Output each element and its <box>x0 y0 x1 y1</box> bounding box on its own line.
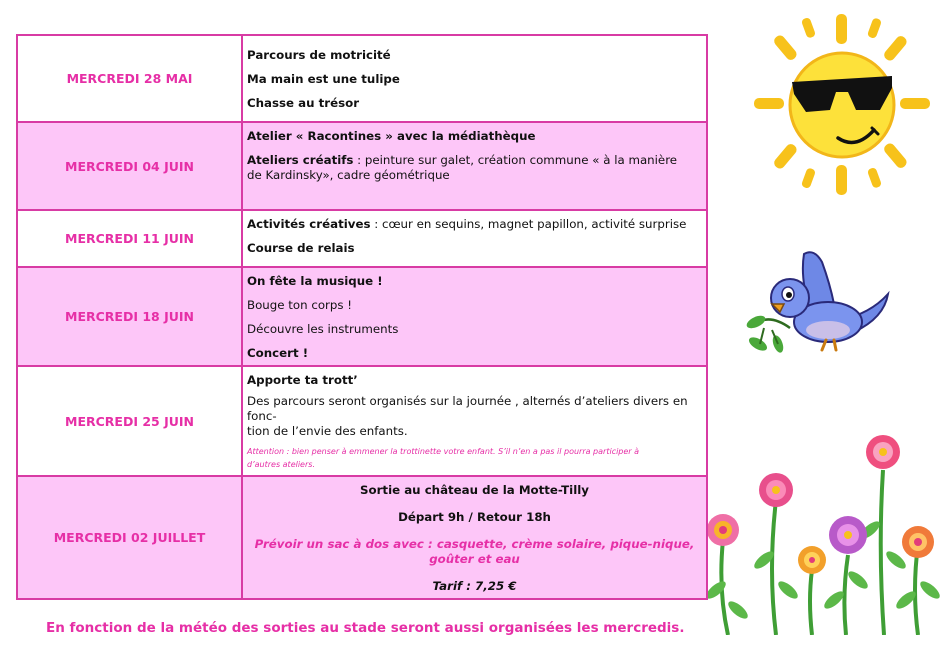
activity-line: On fête la musique ! <box>247 274 383 288</box>
activity-line: Sortie au château de la Motte-Tilly <box>360 483 589 497</box>
sun-icon <box>752 10 932 195</box>
row-date: MERCREDI 25 JUIN <box>17 366 242 476</box>
activity-line: Apporte ta trott’ <box>247 373 358 387</box>
flowers-icon <box>708 430 948 635</box>
table-row <box>17 267 707 366</box>
table-row <box>17 122 707 210</box>
note-line: Attention : bien penser à emmener la trottinette votre enfant. S’il n’en a pas il pourra participer à <box>247 447 640 456</box>
activity-line: Parcours de motricité <box>247 48 391 62</box>
activity-line: Course de relais <box>247 241 355 255</box>
note-line: d’autres ateliers. <box>247 460 315 469</box>
row-activities <box>242 122 707 210</box>
activity-line: tion de l’envie des enfants. <box>247 424 408 438</box>
row-date: MERCREDI 28 MAI <box>17 35 242 122</box>
activity-line: Prévoir un sac à dos avec : casquette, crème solaire, pique-nique, goûter et eau <box>254 537 695 566</box>
bird-icon <box>744 248 894 360</box>
activity-line: Des parcours seront organisés sur la journée , alternés d’ateliers divers en fonc- <box>247 394 688 423</box>
row-date: MERCREDI 18 JUIN <box>17 267 242 366</box>
table-row <box>17 35 707 122</box>
activity-text: : cœur en sequins, magnet papillon, activité surprise <box>370 217 687 231</box>
table-row <box>17 210 707 267</box>
row-date: MERCREDI 04 JUIN <box>17 122 242 210</box>
activity-line: Tarif : 7,25 € <box>432 579 517 593</box>
activity-text: : peinture sur galet, création commune « à la manière <box>353 153 678 167</box>
row-activities <box>242 35 707 122</box>
activity-line: Atelier « Racontines » avec la médiathèque <box>247 129 536 143</box>
activity-line: Départ 9h / Retour 18h <box>398 510 551 524</box>
activity-line: Chasse au trésor <box>247 96 360 110</box>
schedule-table <box>16 34 708 600</box>
activity-line <box>247 153 702 168</box>
activity-line: Bouge ton corps ! <box>247 298 353 312</box>
row-activities <box>242 366 707 476</box>
activity-line: Découvre les instruments <box>247 322 399 336</box>
row-activities <box>242 267 707 366</box>
activity-label: Activités créatives <box>247 217 371 231</box>
row-date: MERCREDI 02 JUILLET <box>17 476 242 599</box>
activity-label: Ateliers créatifs <box>247 153 354 167</box>
table-row <box>17 476 707 599</box>
table-row <box>17 366 707 476</box>
activity-line <box>247 217 702 232</box>
activity-line: Ma main est une tulipe <box>247 72 400 86</box>
row-activities <box>242 476 707 599</box>
activity-line: Concert ! <box>247 346 309 360</box>
footer-note: En fonction de la météo des sorties au stade seront aussi organisées les mercredis. <box>46 620 685 636</box>
row-activities <box>242 210 707 267</box>
attention-note <box>247 445 702 471</box>
activity-line: de Kardinsky», cadre géométrique <box>247 168 450 182</box>
row-date: MERCREDI 11 JUIN <box>17 210 242 267</box>
